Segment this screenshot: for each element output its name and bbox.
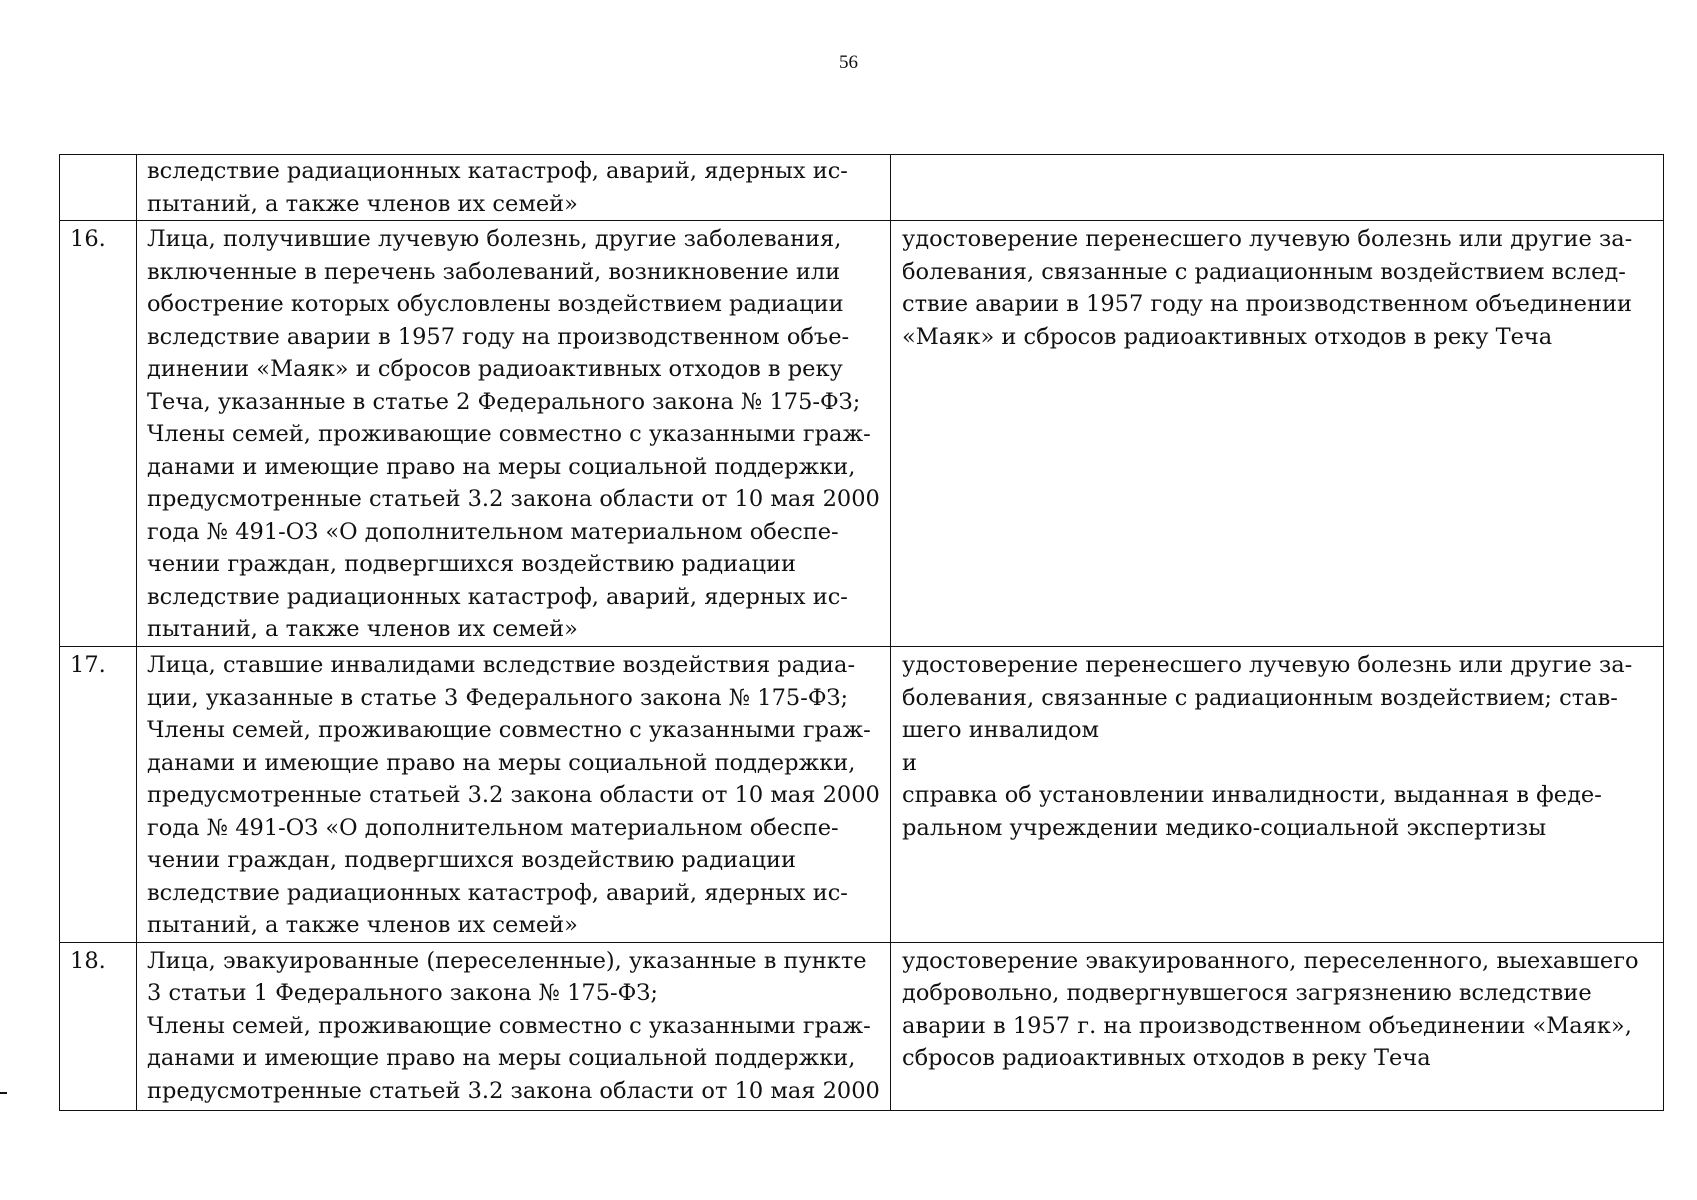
category-line: Теча, указанные в статье 2 Федерального закона № 175-ФЗ; — [147, 388, 861, 415]
document-line: удостоверение перенесшего лучевую болезнь или другие за- — [902, 226, 1633, 252]
category-cell — [137, 221, 891, 647]
row-number-cell: 18. — [60, 942, 137, 1110]
document-line: болевания, связанные с радиационным воздействием вслед- — [902, 258, 1626, 285]
category-line: предусмотренные статьей 3.2 закона области от 10 мая 2000 — [147, 486, 880, 512]
category-line: Члены семей, проживающие совместно с указанными граж- — [147, 717, 871, 743]
category-line: предусмотренные статьей 3.2 закона области от 10 мая 2000 — [147, 1077, 880, 1104]
category-line: пытаний, а также членов их семей» — [147, 190, 578, 217]
category-line: предусмотренные статьей 3.2 закона области от 10 мая 2000 — [147, 782, 880, 808]
document-line: удостоверение перенесшего лучевую болезнь или другие за- — [902, 652, 1633, 678]
category-line: включенные в перечень заболеваний, возникновение или — [147, 258, 841, 285]
category-line: 3 статьи 1 Федерального закона № 175-ФЗ; — [147, 980, 658, 1006]
category-line: обострение которых обусловлены воздействием радиации — [147, 291, 844, 317]
table-row — [60, 221, 1664, 647]
document-cell — [891, 221, 1664, 647]
document-line: шего инвалидом — [902, 717, 1099, 743]
category-line: вследствие радиационных катастроф, аварий, ядерных ис- — [147, 879, 848, 906]
category-line: данами и имеющие право на меры социальной поддержки, — [147, 749, 856, 776]
category-line: года № 491-ОЗ «О дополнительном материальном обеспе- — [147, 518, 839, 545]
category-line: Лица, ставшие инвалидами вследствие воздействия радиа- — [147, 652, 856, 678]
category-line: пытаний, а также членов их семей» — [147, 616, 578, 642]
document-line: болевания, связанные с радиационным воздействием; став- — [902, 684, 1618, 711]
document-line: аварии в 1957 г. на производственном объединении «Маяк», — [902, 1012, 1632, 1039]
document-line: сбросов радиоактивных отходов в реку Теча — [902, 1045, 1431, 1071]
row-number-cell: 16. — [60, 221, 137, 647]
benefits-table — [59, 154, 1664, 1111]
document-line: и — [902, 749, 917, 776]
category-line: Лица, получившие лучевую болезнь, другие заболевания, — [147, 226, 842, 252]
category-line: данами и имеющие право на меры социальной поддержки, — [147, 1045, 856, 1071]
category-line: вследствие аварии в 1957 году на производственном объе- — [147, 323, 850, 350]
category-cell — [137, 942, 891, 1110]
table-row — [60, 942, 1664, 1110]
category-line: вследствие радиационных катастроф, аварий, ядерных ис- — [147, 583, 848, 610]
document-cell — [891, 647, 1664, 943]
category-line: ции, указанные в статье 3 Федерального закона № 175-ФЗ; — [147, 684, 849, 711]
document-line: ральном учреждении медико-социальной экспертизы — [902, 814, 1547, 841]
category-cell — [137, 155, 891, 221]
document-line: справка об установлении инвалидности, выданная в феде- — [902, 782, 1602, 808]
document-cell — [891, 155, 1664, 221]
row-number-cell: 17. — [60, 647, 137, 943]
document-cell — [891, 942, 1664, 1110]
document-line: удостоверение эвакуированного, переселенного, выехавшего — [902, 947, 1639, 974]
table-row — [60, 155, 1664, 221]
category-line: данами и имеющие право на меры социальной поддержки, — [147, 453, 856, 480]
category-line: динении «Маяк» и сбросов радиоактивных отходов в реку — [147, 356, 843, 382]
category-line: Члены семей, проживающие совместно с указанными граж- — [147, 1012, 871, 1039]
page-number: 56 — [839, 52, 858, 73]
row-number-cell — [60, 155, 137, 221]
category-line: чении граждан, подвергшихся воздействию радиации — [147, 847, 796, 873]
category-line: Лица, эвакуированные (переселенные), указанные в пункте — [147, 947, 867, 974]
table-row — [60, 647, 1664, 943]
category-line: года № 491-ОЗ «О дополнительном материальном обеспе- — [147, 814, 839, 841]
margin-dash — [0, 1092, 7, 1094]
category-cell — [137, 647, 891, 943]
category-line: пытаний, а также членов их семей» — [147, 912, 578, 938]
document-line: добровольно, подвергнувшегося загрязнению вследствие — [902, 980, 1592, 1006]
category-line: чении граждан, подвергшихся воздействию радиации — [147, 551, 796, 577]
category-line: вследствие радиационных катастроф, аварий, ядерных ис- — [147, 158, 848, 184]
category-line: Члены семей, проживающие совместно с указанными граж- — [147, 421, 871, 447]
document-line: «Маяк» и сбросов радиоактивных отходов в реку Теча — [902, 323, 1553, 350]
document-line: ствие аварии в 1957 году на производственном объединении — [902, 291, 1632, 317]
